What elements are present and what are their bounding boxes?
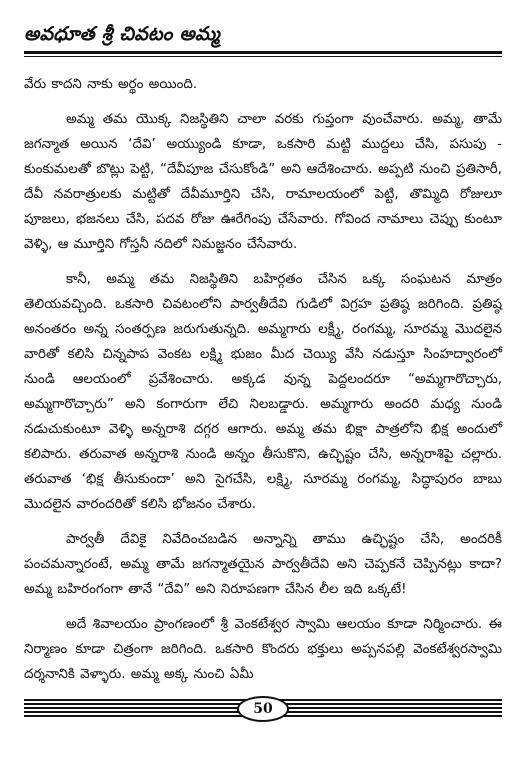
paragraph-5: అదే శివాలయం ప్రాంగణంలో శ్రీ వెంకటేశ్వర స్వామి ఆలయం కూడా నిర్మించారు. ఈ నిర్మాణం కూడా చిత్రంగా జరిగింది. ఒకసారి కొందరు భక్తులు అప్పనపల్లి వెంకటేశ్వరస్వామి దర్శనానికి వెళ్ళారు. అమ్మ అక్క నుంచి ఏమీ: [24, 617, 502, 682]
page-body: [24, 72, 502, 697]
paragraph-1: వేరు కాదని నాకు అర్థం అయింది.: [24, 77, 198, 92]
page-footer: [24, 690, 502, 730]
running-header-title: అవధూత శ్రీ చివటం అమ్మ: [24, 23, 220, 45]
paragraph-4: పార్వతీ దేవికై నివేదించబడిన అన్నాన్ని తాము ఉచ్ఛిష్టం చేసి, అందరికీ పంచమన్నారంటే, అమ్మ తామే జగన్మాతయైన పార్వతీదేవి అని చెప్పకనే చెప్పినట్లు కాదా? అమ్మ బహిరంగంగా తానే “దేవి” అని నిరూపణగా చేసిన లీల ఇది ఒక్కటే!: [24, 532, 502, 597]
paragraph-2: అమ్మ తమ యొక్క నిజస్థితిని చాలా వరకు గుప్తంగా వుంచేవారు. అమ్మ, తామే జగన్మాత అయిన ‘దేవి’ అయ్యుండి కూడా, ఒకసారి మట్టి ముద్దలు చేసి, పసుపు - కుంకుమలతో బొట్లు పెట్టి, “దేవీపూజ చేసుకోండి” అని ఆదేశించారు. అప్పటి నుంచి ప్రతిసారీ, దేవీ నవరాత్రులకు మట్టితో దేవీమూర్తిని చేసి, రామాలయంలో పెట్టి, తొమ్మిది రోజులూ పూజలు, భజనలు చేసి, పదవ రోజు ఊరేగింపు చేసేవారు. గోవింద నామాలు చెప్పు కుంటూ వెళ్ళి, ఆ మూర్తిని గోస్తనీ నదిలో నిమజ్జనం చేసేవారు.: [24, 112, 502, 252]
page-number: 50: [237, 696, 289, 722]
header-rule-thin: [24, 56, 502, 57]
header-rule-thick: [24, 51, 502, 54]
paragraph-3: కానీ, అమ్మ తమ నిజస్థితిని బహిర్గతం చేసిన ఒక్క సంఘటన మాత్రం తెలియవచ్చింది. ఒకసారి చివటంలోని పార్వతీదేవి గుడిలో విగ్రహ ప్రతిష్ఠ జరిగింది. ప్రతిష్ఠ అనంతరం అన్న సంతర్పణ జరుగుతున్నది. అమ్మగారు లక్ష్మీ, రంగమ్మ, సూరమ్మ మొదలైన వారితో కలిసి చిన్నపాప వెంకట లక్ష్మి భుజం మీద చెయ్యి వేసి నడుస్తూ సింహద్వారంలో నుండి ఆలయంలో ప్రవేశించారు. అక్కడ వున్న పెద్దలందరూ “అమ్మగారొచ్చారు, అమ్మగారొచ్చారు” అని కంగారుగా లేచి నిలబడ్డారు. అమ్మగారు అందరి మధ్య నుండి నడుచుకుంటూ వెళ్ళి అన్నరాశి దగ్గర ఆగారు. అమ్మ తమ భిక్షా పాత్రలోని భిక్ష అందులో కలిపారు. తరువాత అన్నరాశి నుండి అన్నం తీసుకొని, ఉచ్ఛిష్టం చేసి, అన్నరాశిపై చల్లారు. తరువాత ‘భిక్ష తీసుకుందా’ అని సైగచేసి, లక్ష్మి, సూరమ్మ రంగమ్మ, సిద్ధాపురం బాబు మొదలైన వారందరితో కలిసి భోజనం చేశారు.: [24, 272, 502, 512]
